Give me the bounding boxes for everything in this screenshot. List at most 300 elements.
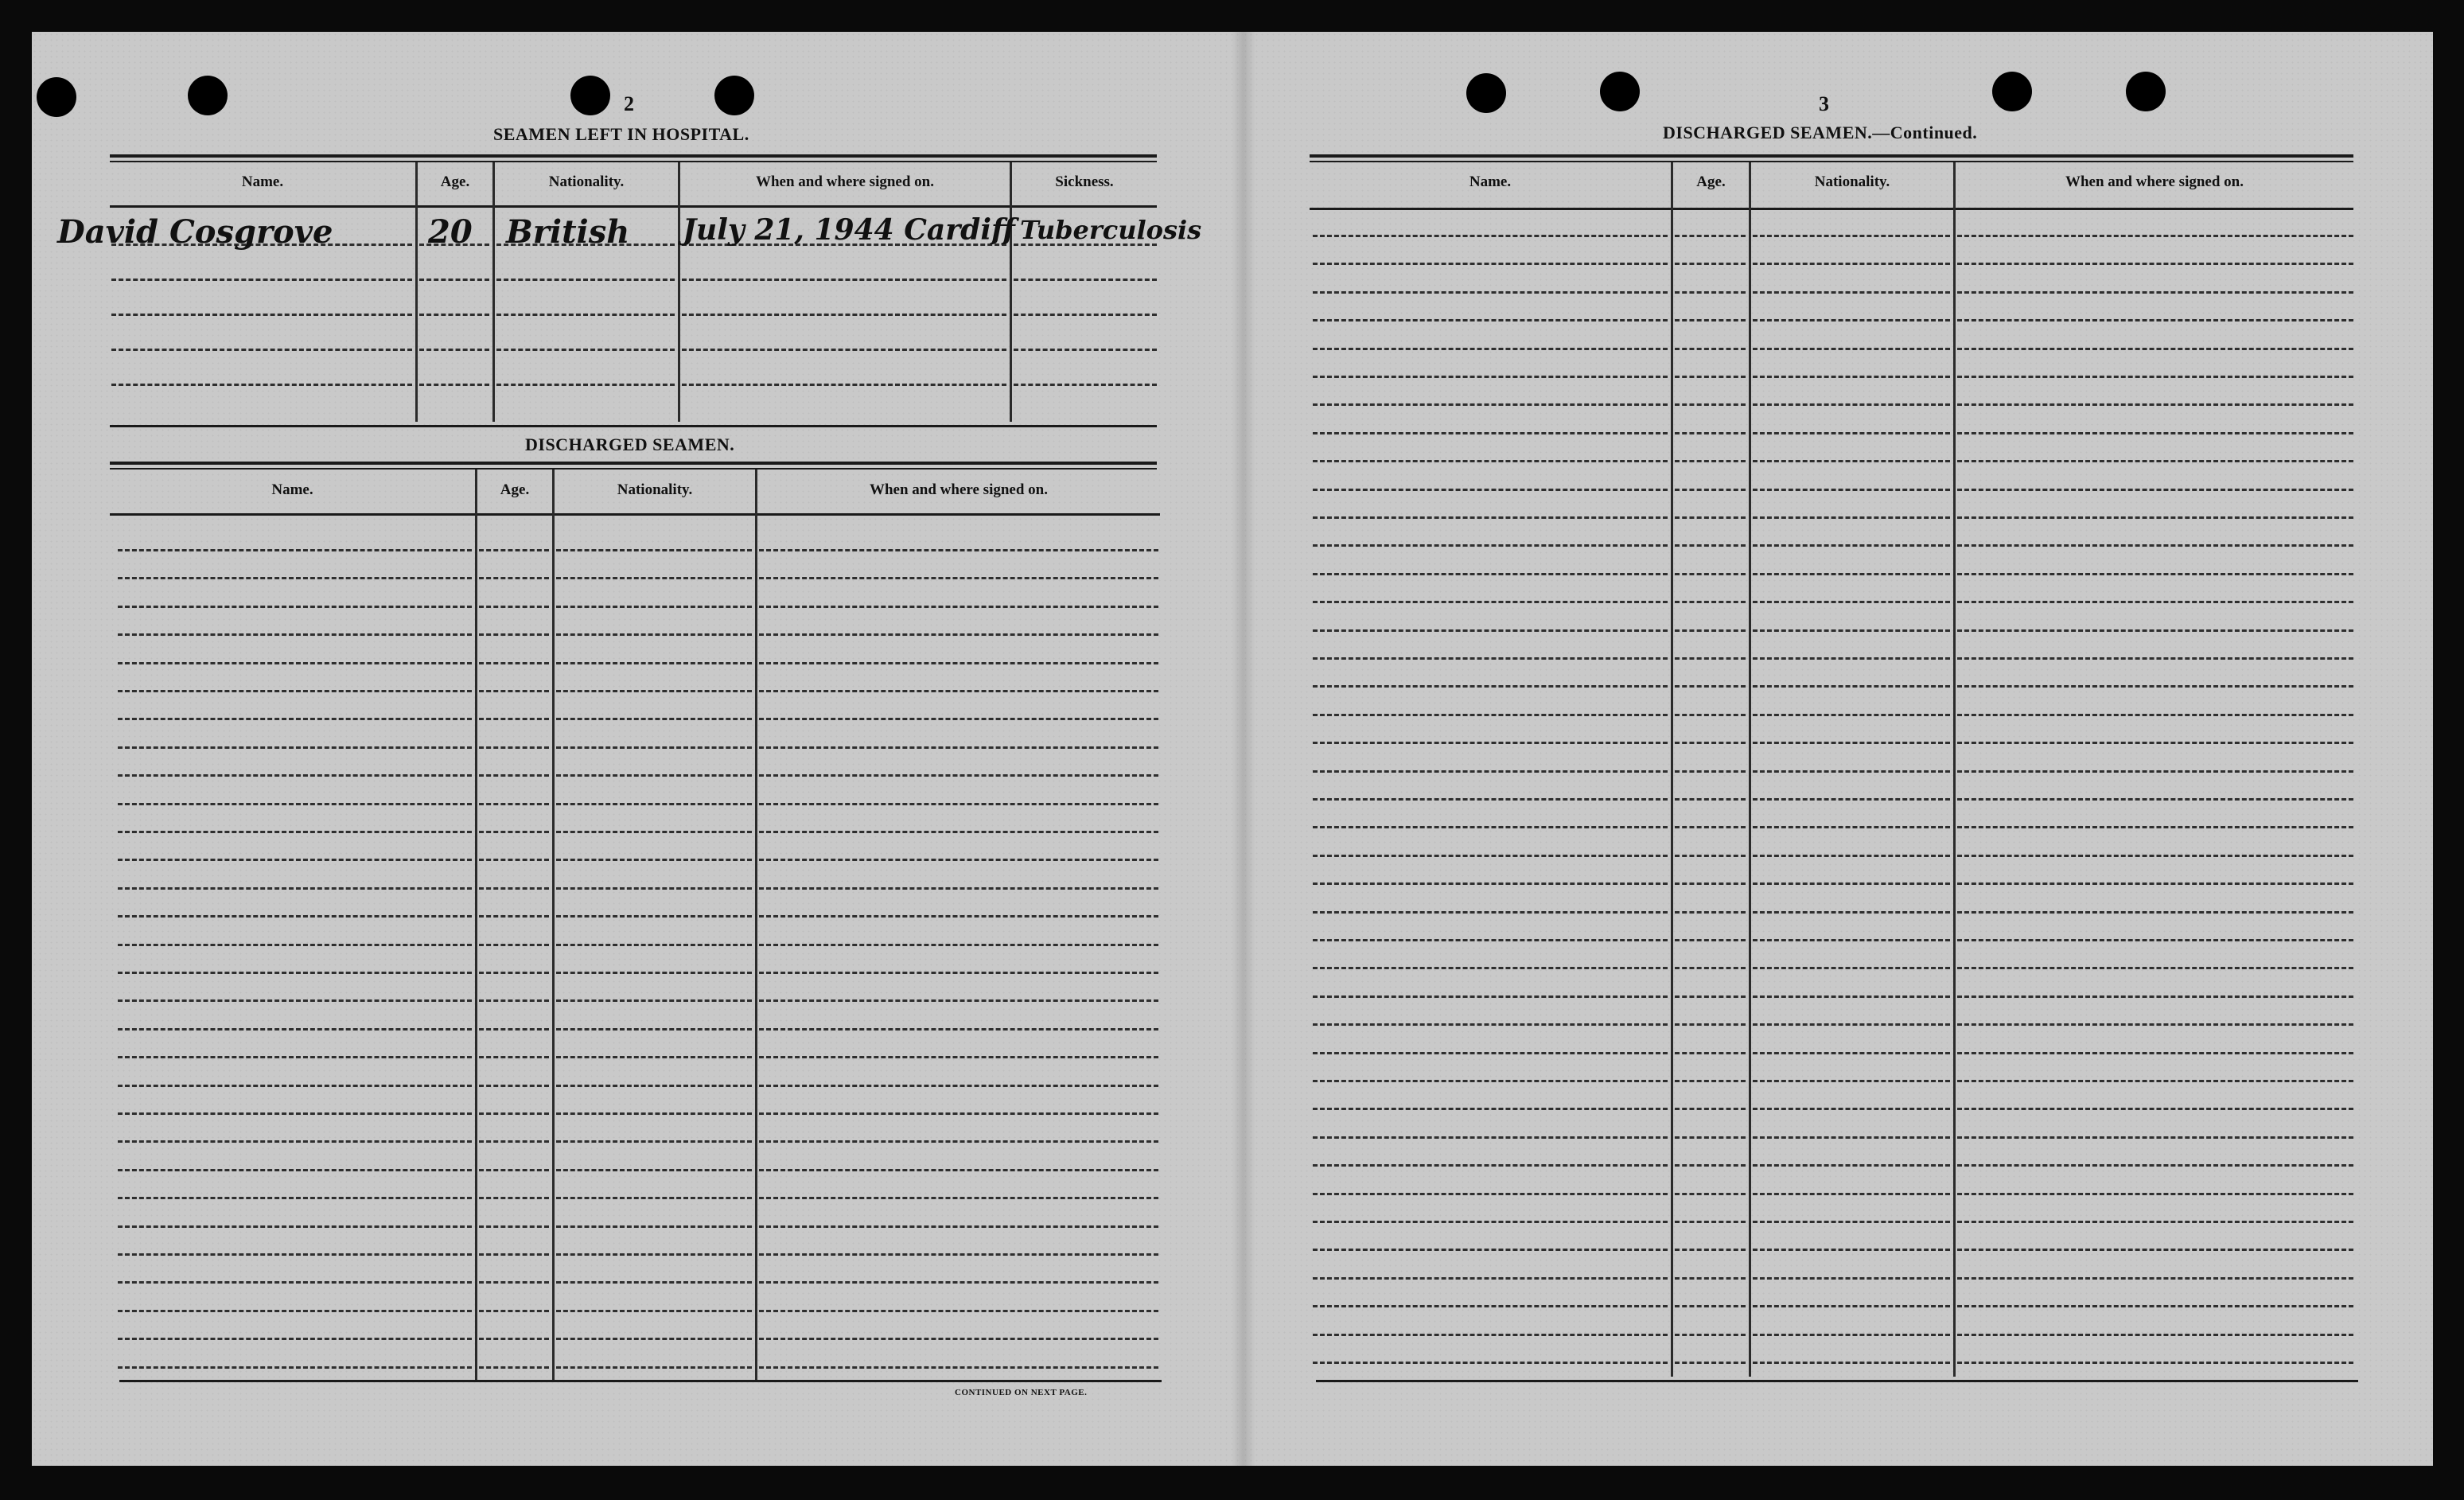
ruled-line xyxy=(759,859,1158,861)
bottom-rule xyxy=(1316,1380,2358,1382)
column-header-name: Name. xyxy=(1469,173,1512,190)
ruled-line xyxy=(1957,1277,2353,1280)
ruled-line xyxy=(118,1140,472,1143)
ruled-line xyxy=(1753,235,1950,237)
ruled-line xyxy=(1675,629,1746,632)
ruled-line xyxy=(1957,1108,2353,1110)
ruled-line xyxy=(759,972,1158,974)
ruled-line xyxy=(479,1085,549,1087)
ruled-line xyxy=(1014,314,1157,316)
ruled-line xyxy=(479,774,549,777)
ruled-line xyxy=(1313,403,1668,406)
ruled-line xyxy=(1675,319,1746,321)
ruled-line xyxy=(1675,911,1746,914)
right-header-rule xyxy=(1310,208,2353,210)
ruled-line xyxy=(1675,489,1746,491)
ruled-line xyxy=(1313,1136,1668,1139)
ruled-line xyxy=(1957,544,2353,547)
ruled-line xyxy=(556,1169,752,1171)
ruled-line xyxy=(1957,1193,2353,1195)
ruled-line xyxy=(111,349,412,351)
column-header-name: Name. xyxy=(271,481,313,498)
ruled-line xyxy=(556,718,752,720)
ruled-line xyxy=(1313,1023,1668,1026)
ruled-line xyxy=(118,1112,472,1115)
ruled-line xyxy=(118,1085,472,1087)
ruled-line xyxy=(1313,601,1668,603)
ruled-line xyxy=(759,1169,1158,1171)
ruled-line xyxy=(1675,967,1746,969)
ruled-line xyxy=(759,1140,1158,1143)
ruled-line xyxy=(556,1366,752,1369)
ruled-line xyxy=(1957,235,2353,237)
ruled-line xyxy=(479,549,549,551)
column-header-nationality: Nationality. xyxy=(548,173,625,190)
ruled-line xyxy=(479,831,549,833)
ruled-line xyxy=(1753,770,1950,773)
ruled-line xyxy=(1675,855,1746,857)
ruled-line xyxy=(759,1197,1158,1199)
ruled-line xyxy=(759,1310,1158,1312)
ruled-line xyxy=(479,887,549,890)
discharged-section-title: DISCHARGED SEAMEN. xyxy=(525,434,735,454)
ruled-line xyxy=(759,1085,1158,1087)
entry-nationality: British xyxy=(506,213,630,251)
hospital-header-rule xyxy=(110,205,1157,208)
ruled-line xyxy=(479,1112,549,1115)
ruled-line xyxy=(1675,882,1746,885)
ruled-line xyxy=(1753,855,1950,857)
ruled-line xyxy=(1753,460,1950,462)
ruled-line xyxy=(1313,1334,1668,1336)
ruled-line xyxy=(419,314,489,316)
ruled-line xyxy=(1313,1305,1668,1307)
ruled-line xyxy=(118,1281,472,1284)
ruled-line xyxy=(1313,742,1668,744)
ruled-line xyxy=(1753,516,1950,519)
ruled-line xyxy=(1957,1249,2353,1251)
ruled-line xyxy=(479,1056,549,1058)
ruled-line xyxy=(682,384,1006,386)
ruled-line xyxy=(118,1338,472,1340)
ruled-line xyxy=(479,1140,549,1143)
ruled-line xyxy=(556,1197,752,1199)
ruled-line xyxy=(1957,432,2353,434)
ruled-line xyxy=(479,746,549,749)
ruled-line xyxy=(556,1225,752,1228)
ruled-line xyxy=(556,633,752,636)
ruled-line xyxy=(1313,432,1668,434)
ruled-line xyxy=(479,1169,549,1171)
ruled-line xyxy=(1957,403,2353,406)
ruled-line xyxy=(479,1281,549,1284)
ruled-line xyxy=(1753,742,1950,744)
ruled-line xyxy=(1753,376,1950,378)
ruled-line xyxy=(1753,1277,1950,1280)
ruled-line xyxy=(1313,939,1668,941)
ruled-line xyxy=(556,1253,752,1256)
column-divider xyxy=(755,469,757,1381)
ruled-line xyxy=(1957,319,2353,321)
ruled-line xyxy=(556,915,752,918)
punch-hole xyxy=(188,76,228,115)
ruled-line xyxy=(1753,432,1950,434)
ruled-line xyxy=(1753,348,1950,350)
ruled-line xyxy=(682,279,1006,281)
ruled-line xyxy=(1957,489,2353,491)
ruled-line xyxy=(111,314,412,316)
column-header-sickness: Sickness. xyxy=(1055,173,1114,190)
ruled-line xyxy=(759,718,1158,720)
ruled-line xyxy=(682,349,1006,351)
ruled-line xyxy=(1753,657,1950,660)
ruled-line xyxy=(1957,911,2353,914)
ruled-line xyxy=(759,1056,1158,1058)
entry-sickness: Tuberculosis xyxy=(1020,215,1202,245)
ruled-line xyxy=(118,606,472,608)
ruled-line xyxy=(1313,1362,1668,1364)
ruled-line xyxy=(1957,460,2353,462)
ruled-line xyxy=(1957,516,2353,519)
ruled-line xyxy=(759,1338,1158,1340)
page-gutter xyxy=(1232,32,1255,1466)
ruled-line xyxy=(111,384,412,386)
column-header-signed-on: When and where signed on. xyxy=(755,173,934,190)
ruled-line xyxy=(1957,263,2353,265)
ruled-line xyxy=(1313,348,1668,350)
column-divider xyxy=(1671,162,1673,1377)
ruled-line xyxy=(118,1366,472,1369)
ruled-line xyxy=(1957,742,2353,744)
ruled-line xyxy=(118,1028,472,1031)
ruled-line xyxy=(1675,1023,1746,1026)
ruled-line xyxy=(1753,1305,1950,1307)
ruled-line xyxy=(1957,1080,2353,1082)
ruled-line xyxy=(118,1197,472,1199)
ruled-line xyxy=(118,690,472,692)
ruled-line xyxy=(556,1112,752,1115)
punch-hole xyxy=(1992,72,2032,111)
ruled-line xyxy=(1675,657,1746,660)
ruled-line xyxy=(1313,460,1668,462)
ruled-line xyxy=(1313,319,1668,321)
ruled-line xyxy=(118,999,472,1002)
ruled-line xyxy=(1753,1334,1950,1336)
ruled-line xyxy=(759,1225,1158,1228)
ruled-line xyxy=(759,887,1158,890)
column-header-age: Age. xyxy=(1696,173,1726,190)
column-divider xyxy=(475,469,477,1381)
ruled-line xyxy=(1675,403,1746,406)
ruled-line xyxy=(1675,1362,1746,1364)
column-divider xyxy=(1749,162,1751,1377)
ruled-line xyxy=(1313,770,1668,773)
ruled-line xyxy=(1313,573,1668,575)
column-header-age: Age. xyxy=(440,173,470,190)
ruled-line xyxy=(479,944,549,946)
column-divider xyxy=(678,162,680,422)
punch-hole xyxy=(714,76,754,115)
column-header-nationality: Nationality. xyxy=(1814,173,1890,190)
ruled-line xyxy=(759,577,1158,579)
ruled-line xyxy=(1313,911,1668,914)
ruled-line xyxy=(1313,1052,1668,1054)
ruled-line xyxy=(556,1338,752,1340)
ruled-line xyxy=(1957,882,2353,885)
ruled-line xyxy=(1675,573,1746,575)
ruled-line xyxy=(759,1366,1158,1369)
ruled-line xyxy=(1957,826,2353,828)
ruled-line xyxy=(1753,685,1950,688)
ruled-line xyxy=(479,633,549,636)
ruled-line xyxy=(118,1225,472,1228)
ruled-line xyxy=(1957,348,2353,350)
ruled-line xyxy=(118,859,472,861)
ruled-line xyxy=(1313,235,1668,237)
ruled-line xyxy=(419,349,489,351)
ruled-line xyxy=(1753,1221,1950,1223)
ruled-line xyxy=(118,662,472,664)
continued-note: CONTINUED ON NEXT PAGE. xyxy=(955,1388,1088,1397)
ruled-line xyxy=(1675,1249,1746,1251)
punch-hole xyxy=(570,76,610,115)
ruled-line xyxy=(479,1310,549,1312)
ruled-line xyxy=(118,549,472,551)
ruled-line xyxy=(556,1281,752,1284)
ruled-line xyxy=(1313,376,1668,378)
ruled-line xyxy=(1957,995,2353,998)
ruled-line xyxy=(1753,1052,1950,1054)
ruled-line xyxy=(479,577,549,579)
ruled-line xyxy=(479,1225,549,1228)
ruled-line xyxy=(1753,489,1950,491)
ruled-line xyxy=(479,999,549,1002)
ruled-line xyxy=(479,859,549,861)
right-top-rule xyxy=(1310,161,2353,162)
ruled-line xyxy=(1014,279,1157,281)
ruled-line xyxy=(556,549,752,551)
ruled-line xyxy=(1675,798,1746,801)
ruled-line xyxy=(759,1253,1158,1256)
ruled-line xyxy=(1014,349,1157,351)
ruled-line xyxy=(759,1028,1158,1031)
ruled-line xyxy=(1753,995,1950,998)
ruled-line xyxy=(1675,1193,1746,1195)
ruled-line xyxy=(1753,263,1950,265)
ruled-line xyxy=(1675,714,1746,716)
ruled-line xyxy=(1753,403,1950,406)
ruled-line xyxy=(1957,657,2353,660)
ruled-line xyxy=(479,718,549,720)
ruled-line xyxy=(1675,235,1746,237)
ruled-line xyxy=(556,577,752,579)
ruled-line xyxy=(759,831,1158,833)
ruled-line xyxy=(1675,1277,1746,1280)
ruled-line xyxy=(759,662,1158,664)
ruled-line xyxy=(759,803,1158,805)
discharged-header-rule xyxy=(110,513,1160,516)
ruled-line xyxy=(556,859,752,861)
right-top-rule xyxy=(1310,154,2353,158)
bottom-rule xyxy=(119,1380,1162,1382)
ruled-line xyxy=(1675,460,1746,462)
ruled-line xyxy=(1675,939,1746,941)
ruled-line xyxy=(759,915,1158,918)
ruled-line xyxy=(118,577,472,579)
ruled-line xyxy=(1753,967,1950,969)
ruled-line xyxy=(1753,544,1950,547)
ruled-line xyxy=(1313,1164,1668,1167)
ruled-line xyxy=(759,1281,1158,1284)
ruled-line xyxy=(118,1169,472,1171)
ruled-line xyxy=(1313,855,1668,857)
ruled-line xyxy=(1313,967,1668,969)
discharged-continued-title: DISCHARGED SEAMEN.—Continued. xyxy=(1663,123,1978,142)
ruled-line xyxy=(556,1310,752,1312)
ruled-line xyxy=(1675,1080,1746,1082)
ruled-line xyxy=(1753,601,1950,603)
ruled-line xyxy=(479,803,549,805)
ruled-line xyxy=(1957,939,2353,941)
hospital-top-rule xyxy=(110,154,1157,158)
ruled-line xyxy=(1675,263,1746,265)
ruled-line xyxy=(1957,1136,2353,1139)
ruled-line xyxy=(1313,1193,1668,1195)
ruled-line xyxy=(1675,348,1746,350)
ruled-line xyxy=(556,606,752,608)
ruled-line xyxy=(1675,376,1746,378)
entry-name: David Cosgrove xyxy=(57,213,333,251)
ruled-line xyxy=(1313,685,1668,688)
ruled-line xyxy=(1753,1193,1950,1195)
ruled-line xyxy=(1313,263,1668,265)
ruled-line xyxy=(118,746,472,749)
ruled-line xyxy=(682,314,1006,316)
ruled-line xyxy=(118,1253,472,1256)
column-header-age: Age. xyxy=(500,481,530,498)
entry-age: 20 xyxy=(428,213,473,251)
ruled-line xyxy=(1753,826,1950,828)
ruled-line xyxy=(1313,1108,1668,1110)
ruled-line xyxy=(1313,291,1668,294)
hospital-top-rule xyxy=(110,161,1157,162)
ruled-line xyxy=(1753,1136,1950,1139)
discharged-top-rule xyxy=(110,462,1157,465)
ruled-line xyxy=(1753,939,1950,941)
ruled-line xyxy=(556,944,752,946)
column-divider xyxy=(415,162,418,422)
ruled-line xyxy=(1675,1136,1746,1139)
ruled-line xyxy=(118,774,472,777)
ruled-line xyxy=(1753,573,1950,575)
ruled-line xyxy=(118,633,472,636)
ruled-line xyxy=(556,1056,752,1058)
ruled-line xyxy=(1313,544,1668,547)
ruled-line xyxy=(1313,882,1668,885)
ruled-line xyxy=(479,1197,549,1199)
page-number: 2 xyxy=(624,92,634,115)
ruled-line xyxy=(118,944,472,946)
ruled-line xyxy=(1753,714,1950,716)
column-header-nationality: Nationality. xyxy=(617,481,693,498)
ruled-line xyxy=(1675,1305,1746,1307)
ruled-line xyxy=(1313,489,1668,491)
column-divider xyxy=(492,162,495,422)
ruled-line xyxy=(111,279,412,281)
ruled-line xyxy=(1675,544,1746,547)
ruled-line xyxy=(1753,798,1950,801)
ruled-line xyxy=(759,1112,1158,1115)
ruled-line xyxy=(1313,516,1668,519)
ruled-line xyxy=(1957,967,2353,969)
ruled-line xyxy=(118,718,472,720)
ruled-line xyxy=(759,633,1158,636)
column-header-signed-on: When and where signed on. xyxy=(869,481,1048,498)
ruled-line xyxy=(759,690,1158,692)
ruled-line xyxy=(1753,1249,1950,1251)
punch-hole xyxy=(1600,72,1640,111)
ruled-line xyxy=(1675,995,1746,998)
ruled-line xyxy=(556,774,752,777)
ruled-line xyxy=(1313,826,1668,828)
ruled-line xyxy=(1957,798,2353,801)
ruled-line xyxy=(1753,1080,1950,1082)
ruled-line xyxy=(496,384,675,386)
column-header-name: Name. xyxy=(241,173,284,190)
punch-hole xyxy=(1466,73,1506,113)
ruled-line xyxy=(1957,291,2353,294)
ruled-line xyxy=(496,349,675,351)
ruled-line xyxy=(1313,1249,1668,1251)
ruled-line xyxy=(1313,714,1668,716)
ruled-line xyxy=(556,999,752,1002)
ruled-line xyxy=(496,314,675,316)
ruled-line xyxy=(479,1338,549,1340)
ruled-line xyxy=(1313,798,1668,801)
discharged-top-rule xyxy=(110,468,1157,469)
ruled-line xyxy=(1753,629,1950,632)
column-header-signed-on: When and where signed on. xyxy=(2065,173,2244,190)
ruled-line xyxy=(479,1028,549,1031)
ruled-line xyxy=(479,1366,549,1369)
ruled-line xyxy=(759,746,1158,749)
ruled-line xyxy=(1675,432,1746,434)
ruled-line xyxy=(1014,384,1157,386)
ruled-line xyxy=(1675,1164,1746,1167)
ruled-line xyxy=(1753,291,1950,294)
ruled-line xyxy=(118,915,472,918)
ruled-line xyxy=(556,690,752,692)
ruled-line xyxy=(1753,1164,1950,1167)
ruled-line xyxy=(1957,1305,2353,1307)
ruled-line xyxy=(1957,770,2353,773)
ruled-line xyxy=(1753,1362,1950,1364)
ruled-line xyxy=(479,915,549,918)
ruled-line xyxy=(1753,911,1950,914)
ruled-line xyxy=(1313,1277,1668,1280)
ruled-line xyxy=(1957,855,2353,857)
ruled-line xyxy=(479,1253,549,1256)
ruled-line xyxy=(118,803,472,805)
ruled-line xyxy=(479,662,549,664)
ruled-line xyxy=(479,606,549,608)
ruled-line xyxy=(556,803,752,805)
ruled-line xyxy=(1957,1362,2353,1364)
ruled-line xyxy=(1753,319,1950,321)
ruled-line xyxy=(1753,1108,1950,1110)
ruled-line xyxy=(759,549,1158,551)
ruled-line xyxy=(118,972,472,974)
